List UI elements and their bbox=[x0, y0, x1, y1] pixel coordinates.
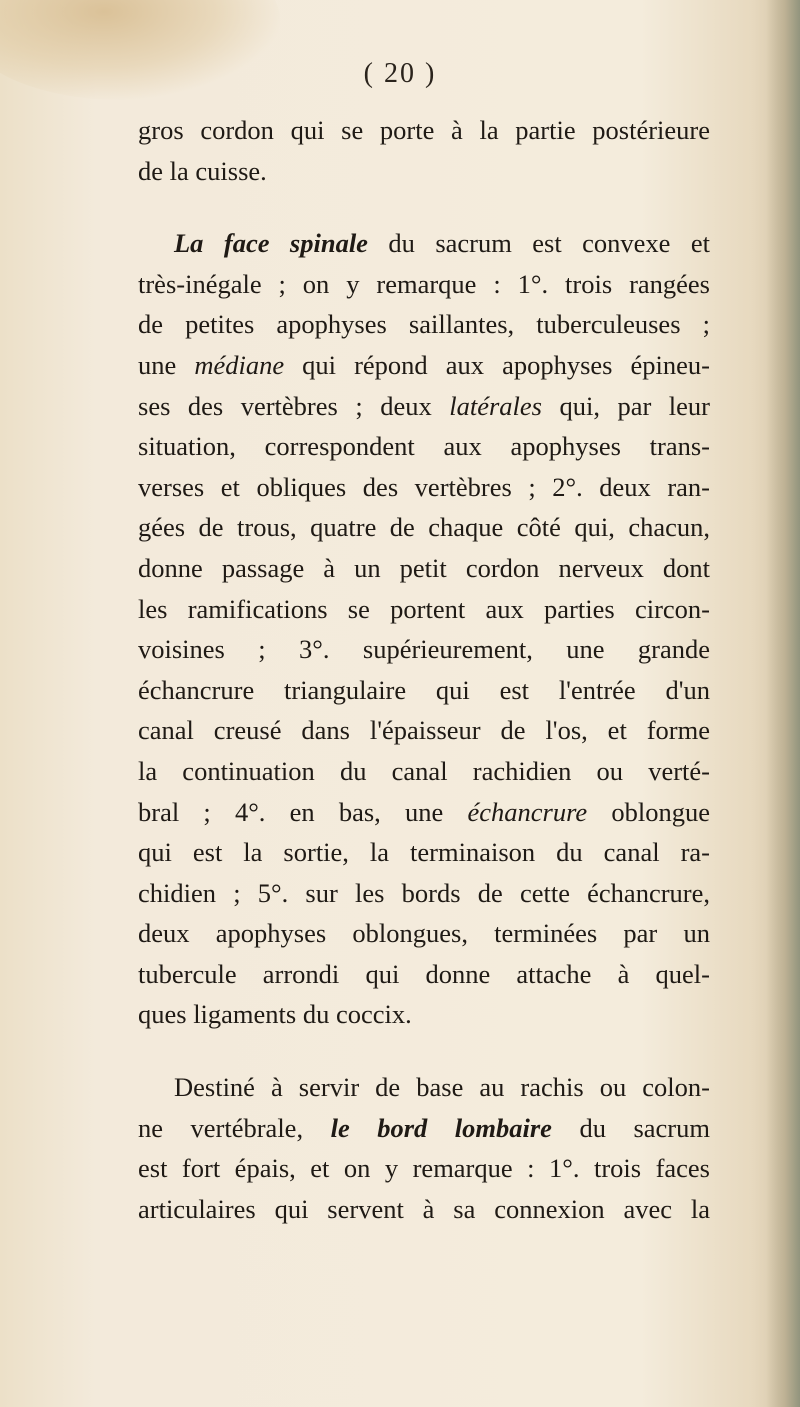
italic-term: La face spinale bbox=[174, 228, 368, 259]
text-line: les ramifications se portent aux parties circon- bbox=[138, 593, 710, 624]
text-line: canal creusé dans l'épaisseur de l'os, et forme bbox=[138, 715, 710, 746]
paragraph bbox=[138, 223, 710, 1035]
italic-term: échancrure bbox=[467, 796, 588, 827]
paragraph bbox=[138, 110, 710, 191]
paragraph bbox=[138, 1067, 710, 1229]
text-line: ne vertébrale, le bord lombaire du sacrum bbox=[138, 1112, 710, 1143]
text-line: Destiné à servir de base au rachis ou colon- bbox=[174, 1072, 710, 1103]
text-line: verses et obliques des vertèbres ; 2°. deux ran- bbox=[138, 471, 710, 502]
text-line: chidien ; 5°. sur les bords de cette échancrure, bbox=[138, 877, 710, 908]
text-line: de la cuisse. bbox=[138, 155, 267, 186]
text-line: bral ; 4°. en bas, une échancrure oblongue bbox=[138, 796, 710, 827]
text-line: de petites apophyses saillantes, tuberculeuses ; bbox=[138, 309, 710, 340]
text-line: qui est la sortie, la terminaison du canal ra- bbox=[138, 837, 710, 868]
text-line: échancrure triangulaire qui est l'entrée d'un bbox=[138, 674, 710, 705]
italic-term: latérales bbox=[449, 390, 542, 421]
italic-term: médiane bbox=[194, 349, 285, 380]
text-line: La face spinale du sacrum est convexe et bbox=[174, 228, 711, 259]
text-line: situation, correspondent aux apophyses trans- bbox=[138, 431, 710, 462]
text-line: gros cordon qui se porte à la partie postérieure bbox=[138, 115, 710, 145]
page-number: ( 20 ) bbox=[363, 58, 437, 89]
text-line: ques ligaments du coccix. bbox=[138, 999, 412, 1030]
text-line: la continuation du canal rachidien ou verté- bbox=[138, 755, 710, 786]
page-gutter-shadow bbox=[766, 0, 800, 1407]
text-line: deux apophyses oblongues, terminées par un bbox=[138, 918, 710, 949]
body-text bbox=[138, 110, 710, 1229]
text-line: donne passage à un petit cordon nerveux dont bbox=[138, 552, 710, 583]
text-line: tubercule arrondi qui donne attache à quel- bbox=[138, 958, 710, 989]
text-line: une médiane qui répond aux apophyses épineu- bbox=[138, 349, 710, 380]
text-line: articulaires qui servent à sa connexion avec la bbox=[138, 1193, 710, 1224]
text-line: est fort épais, et on y remarque : 1°. trois faces bbox=[138, 1153, 710, 1184]
text-line: très-inégale ; on y remarque : 1°. trois rangées bbox=[138, 268, 710, 299]
text-line: voisines ; 3°. supérieurement, une grande bbox=[138, 634, 710, 665]
text-line: gées de trous, quatre de chaque côté qui, chacun, bbox=[138, 512, 710, 543]
italic-term: le bord lombaire bbox=[330, 1112, 552, 1143]
text-line: ses des vertèbres ; deux latérales qui, par leur bbox=[138, 390, 710, 421]
